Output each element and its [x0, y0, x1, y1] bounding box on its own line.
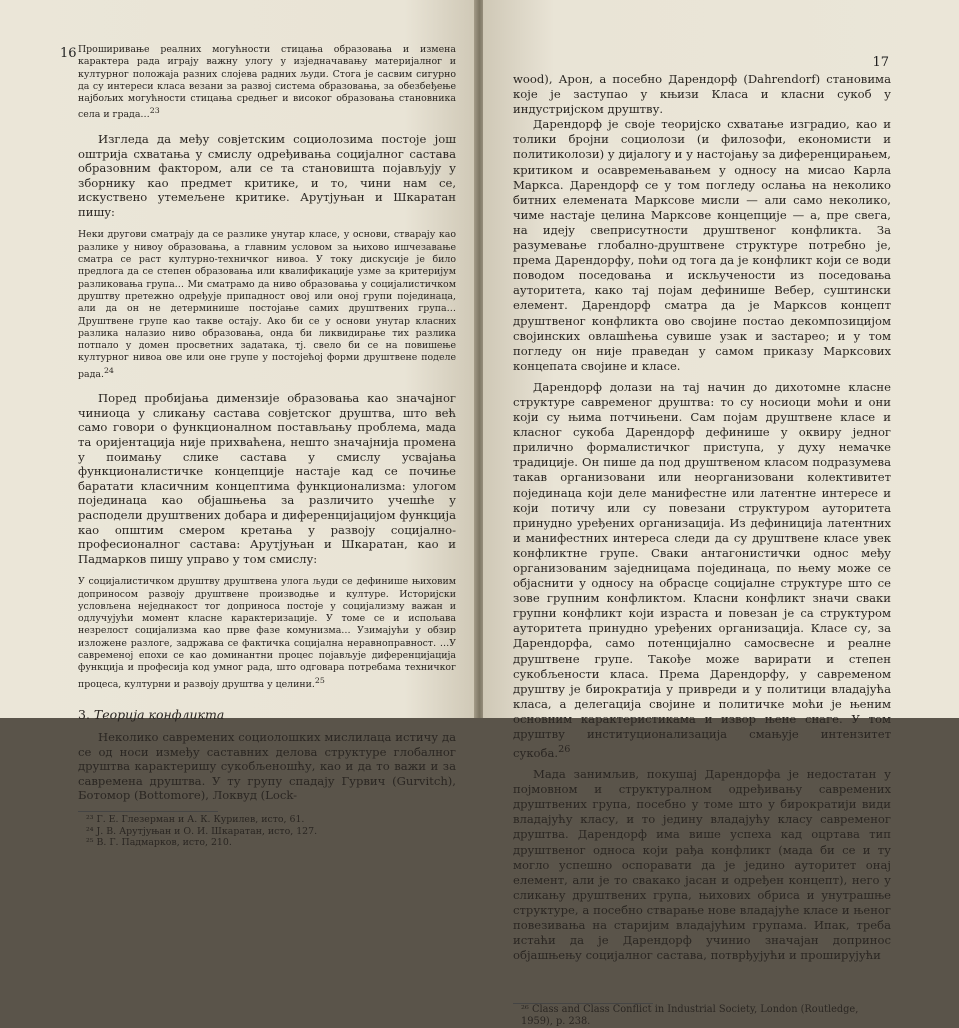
quote-text: Проширивање реалних могућности стицања образовања и измена карактера рада играју важну улогу у изједначавању материјалног и културног положаја разних слојева радних људи. Стога је сасвим сигурно да су интереси класа везани за развој система образовања, за обезбеђење најбољих могућности стицања средњег и високог образовања становника села и града…	[78, 44, 456, 121]
section-number: 3.	[78, 707, 90, 723]
body-paragraph: Поред пробијања димензије образовања као значајног чиниоца у сликању састава совјетског друштва, што већ само говори о функционалном постављању проблема, мада та оријентација није прихваћена, нешто значајнија промена у поимању слике састава у смислу усвајања функционалистичке концепције настаје кад се почиње баратати класичним концептима функционализма: улогом појединаца као објашњења за различито учешће у расподели друштвених добара и диференцијацијом функција као општим смером кретања у развоју социјално-професионалног састава: Арутјуњан и Шкаратан, као и Падмарков пишу управо у том смислу:	[78, 391, 456, 566]
footnote: ²⁶ Class and Class Conflict in Industrial Society, London (Routledge, 1959), p. 238.	[521, 1004, 859, 1028]
paragraph-text: Дарендорф долази на тај начин до дихотомне класне структуре савременог друштва: то су носиоци моћи и они који су њима потчињени. Сам појам друштвене класе и класног сукоба Дарендорф дефинише у оквиру једног прилично формалистичког приступа, у духу немачке традиције. Он пише да под друштвеном класом подразумева такав организовани или неорганизовани колективитет појединаца који деле манифестне или латентне интересе и који потичу или су повезани структуром ауторитета принудно уређених организација. Из дефиниција латентних и манифестних интереса следи да су друштвене класе увек конфликтне групе. Сваки антагонистички однос међу организованим заједницама појединаца, по њему може се објаснити у односу на обрасце социјалне структуре што се зове групним конфликтом. Класни конфликт значи сваки групни конфликт који израста и повезан је са структуром ауторитета принудно уређених организација. Класе су, за Дарендорфа, само потенцијално самосвесне и реалне друштвене групе. Такође може варирати и степен сукобљености класа. Према Дарендорфу, у савременом друштву је бирократија у привреди и у политици владајућа класа, а делегација својине и политичке моћи је њеним основним карактеристикама и извор њене снаге. У том друштву институционализација смањује интензитет сукоба.	[513, 379, 891, 760]
footnote: ²³ Г. Е. Глезерман и А. К. Курилев, исто, 61.	[86, 814, 305, 826]
body-paragraph	[513, 380, 891, 761]
page-number: 16	[60, 46, 77, 61]
section-title: Теорија конфликта	[93, 707, 225, 723]
quote-text: Неки другови сматрају да се разлике унутар класе, у основи, стварају као разлике у нивоу образовања, а главним условом за њихово ишчезавање сматра се раст културно-техничког нивоа. У току дискусије је било предлога да се степен образовања или квалификације узме за критеријум разликовања група… Ми сматрамо да ниво образовања у социјалистичком друштву претежно одређује припадност овој или оној групи појединаца, али да он не детерминише постојање самих друштвених група… Друштвене групе као такве остају. Ако би се у основи унутар класних разлика налазио ниво образовања, онда би ликвидирање тих разлика потпало у домен просветних задатака, тј. свело би се на повишење културног нивоа ове или оне групе у постојећој форми друштвене поделе рада.	[78, 229, 456, 380]
body-paragraph: Неколико савремених социолошких мислилаца истичу да се од носи између саставних делова структуре глобалног друштва карактеришу сукобљеношћу, као и да то важи и за савремена друштва. У ту групу спадају Гурвич (Gurvitch), Ботомор (Bottomore), Локвуд (Lock-	[78, 730, 456, 803]
body-paragraph: Мада занимљив, покушај Дарендорфа је недостатан у појмовном и структуралном одређивању савремених друштвених група, посебно у томе што у бирократији види владајућу класу, и то једину владајућу класу савременог друштва. Дарендорф има више успеха кад оцртава тип друштвеног односа који рађа конфликт (мада би се и ту могло успешно оспоравати да је једино ауторитет онај елемент, али је то свакако јасан и одређен концепт), него у сликању друштвених група, њихових обриса и унутрашње структуре, а посебно стварање нове владајуће класе и њеног повезивања на старијим владајућим групама. Ипак, треба истаћи да је Дарендорф учинио значајан допринос објашњењу социјалног састава, потврђујући и проширујући	[513, 767, 891, 963]
footnotes	[78, 814, 456, 849]
footnote-ref: 25	[314, 675, 325, 685]
footnote: ²⁴ Ј. В. Арутјуњан и О. И. Шкаратан, исто, 127.	[86, 825, 318, 837]
block-quote	[78, 576, 456, 691]
body-paragraph: Изгледа да међу совјетским социолозима постоје још оштрија схватања у смислу одређивања социјалног састава образовним фактором, али се та становишта појављују у зборнику као предмет критике, и то, чини нам се, искуствено утемељене критике. Арутјуњан и Шкаратан пишу:	[78, 131, 456, 219]
footnote: ²⁵ В. Г. Падмарков, исто, 210.	[86, 837, 232, 849]
block-quote	[78, 44, 456, 122]
page-number: 17	[872, 55, 889, 70]
footnote-ref: 26	[558, 744, 571, 756]
section-heading	[78, 707, 456, 722]
block-quote	[78, 229, 456, 381]
footnote-divider	[78, 811, 218, 812]
left-page	[0, 0, 476, 849]
right-page	[483, 0, 959, 1028]
body-paragraph: Дарендорф је своје теоријско схватање изградио, као и толики бројни социолози (и филозофи, економисти и политиколози) у дијалогу и у настојању за диференцирањем, критиком и осавремењавањем у односу на мисао Карла Маркса. Дарендорф се у том погледу ослања на неколико битних елемената Марксове мисли — али само неколико, чиме настаје целина Марксове концепције — а, пре свега, на идеју свеприсутности друштвеног конфликта. За разумевање глобално-друштвене структуре потребно је, према Дарендорфу, поћи од тога да је конфликт који се води поводом поседовања и искључености из поседовања ауторитета, како тај појам дефинише Вебер, суштински елемент. Дарендорф сматра да је Марксов концепт друштвеног конфликта ово својине постао декомпозицијом својинских овлашћења сувише узак и застарео; и у том погледу он није праведан у самом приказу Марксових концепата својине и класе.	[513, 117, 891, 373]
body-paragraph: wood), Арон, а посебно Дарендорф (Dahrendorf) становима које је заступао у књизи Класа и класни сукоб у индустријском друштву.	[513, 72, 891, 117]
footnote-ref: 23	[149, 106, 160, 116]
quote-text: У социјалистичком друштву друштвена улога људи се дефинише њиховим доприносом развоју друштвене производње и културе. Историјски условљена неједнакост тог доприноса постоје у социјализму важан и одлучујући момент класне карактеризације. У томе се и испољава незрелост социјализма као прве фазе комунизма… Узимајући у обзир изложене разлоге, задржава се фактичка социјална неравноправност. …У савременој епохи се као доминантни процес појављује диференцијација функција и професија код умног рада, што одговара потребама техничког процеса, културни и развоју друштва у целини.	[78, 576, 456, 690]
footnote-ref: 24	[103, 365, 114, 375]
